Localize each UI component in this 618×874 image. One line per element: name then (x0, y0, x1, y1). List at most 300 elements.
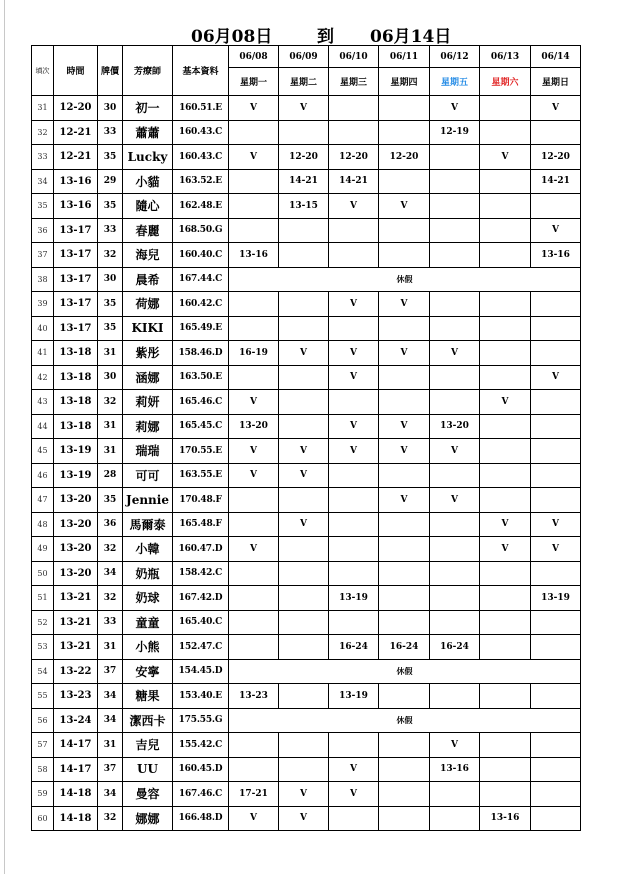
row-time-cell: 13-18 (54, 414, 98, 439)
row-info-cell: 167.44.C (173, 267, 229, 292)
row-day-cell: V (480, 537, 531, 562)
row-day-cell: 13-16 (430, 757, 480, 782)
row-day-cell: V (229, 145, 279, 170)
row-day-cell: V (480, 390, 531, 415)
row-day-cell: V (531, 218, 581, 243)
table-row (32, 806, 581, 831)
table-row (32, 586, 581, 611)
row-therapist-cell: KIKI (123, 316, 173, 341)
row-time-cell: 12-21 (54, 145, 98, 170)
row-day-cell (480, 610, 531, 635)
row-info-cell: 158.46.D (173, 341, 229, 366)
row-seq-cell: 44 (32, 414, 54, 439)
row-day-cell (229, 365, 279, 390)
schedule-title (0, 22, 618, 46)
row-day-cell: V (379, 292, 430, 317)
row-day-cell (279, 292, 329, 317)
row-time-cell: 13-21 (54, 635, 98, 660)
row-seq-cell: 58 (32, 757, 54, 782)
row-day-cell (531, 782, 581, 807)
row-day-cell (430, 684, 480, 709)
date-from: 06月08日 (191, 27, 273, 47)
row-day-cell (229, 610, 279, 635)
row-seq-cell: 36 (32, 218, 54, 243)
row-time-cell: 13-18 (54, 341, 98, 366)
row-day-cell (329, 243, 379, 268)
row-day-cell: 14-21 (329, 169, 379, 194)
row-info-cell: 160.42.C (173, 292, 229, 317)
row-day-cell: V (379, 439, 430, 464)
row-day-cell (229, 292, 279, 317)
row-price-cell: 34 (98, 561, 123, 586)
row-day-cell: V (229, 806, 279, 831)
row-day-cell (379, 390, 430, 415)
row-time-cell: 13-16 (54, 194, 98, 219)
row-day-cell: V (329, 414, 379, 439)
row-day-cell (480, 586, 531, 611)
row-day-cell (329, 390, 379, 415)
row-day-cell (430, 586, 480, 611)
row-day-cell: V (329, 194, 379, 219)
row-day-cell: V (329, 365, 379, 390)
row-price-cell: 30 (98, 365, 123, 390)
row-therapist-cell: 吉兒 (123, 733, 173, 758)
table-row (32, 610, 581, 635)
row-seq-cell: 34 (32, 169, 54, 194)
row-day-cell (279, 684, 329, 709)
row-time-cell: 13-22 (54, 659, 98, 684)
row-day-cell (430, 782, 480, 807)
table-row (32, 659, 581, 684)
day-date-header: 06/11 (379, 46, 430, 68)
row-therapist-cell: 蕭蕭 (123, 120, 173, 145)
row-day-cell (379, 782, 430, 807)
table-row (32, 414, 581, 439)
row-day-cell: 13-16 (531, 243, 581, 268)
row-seq-cell: 43 (32, 390, 54, 415)
row-info-cell: 160.51.E (173, 96, 229, 121)
day-weekday-header: 星期二 (279, 68, 329, 96)
day-date-header: 06/13 (480, 46, 531, 68)
row-price-cell: 32 (98, 390, 123, 415)
row-day-cell (379, 463, 430, 488)
row-day-cell (329, 463, 379, 488)
row-price-cell: 31 (98, 635, 123, 660)
day-date-header: 06/10 (329, 46, 379, 68)
row-info-cell: 152.47.C (173, 635, 229, 660)
row-info-cell: 175.55.G (173, 708, 229, 733)
day-weekday-header: 星期日 (531, 68, 581, 96)
row-day-cell: V (229, 96, 279, 121)
row-day-cell: V (279, 806, 329, 831)
row-day-cell: 13-16 (229, 243, 279, 268)
row-day-cell (279, 610, 329, 635)
row-day-cell: V (329, 341, 379, 366)
row-day-cell (531, 390, 581, 415)
row-day-cell: 13-23 (229, 684, 279, 709)
row-day-cell (430, 806, 480, 831)
row-day-cell (480, 169, 531, 194)
table-row (32, 757, 581, 782)
row-day-cell (430, 316, 480, 341)
row-info-cell: 163.52.E (173, 169, 229, 194)
row-day-cell (430, 365, 480, 390)
table-row (32, 512, 581, 537)
row-price-cell: 34 (98, 708, 123, 733)
row-price-cell: 33 (98, 120, 123, 145)
row-day-cell (430, 561, 480, 586)
row-day-cell (430, 512, 480, 537)
row-day-cell: V (430, 96, 480, 121)
row-day-cell: 16-24 (379, 635, 430, 660)
row-day-cell: 12-20 (329, 145, 379, 170)
row-day-cell: 13-15 (279, 194, 329, 219)
row-price-cell: 35 (98, 488, 123, 513)
row-price-cell: 32 (98, 537, 123, 562)
row-day-cell (379, 169, 430, 194)
row-price-cell: 32 (98, 586, 123, 611)
row-info-cell: 165.40.C (173, 610, 229, 635)
row-day-cell: 12-20 (279, 145, 329, 170)
row-day-cell (531, 733, 581, 758)
row-day-cell: V (531, 512, 581, 537)
row-therapist-cell: 晨希 (123, 267, 173, 292)
row-day-cell (379, 316, 430, 341)
row-time-cell: 13-17 (54, 243, 98, 268)
row-day-cell (430, 390, 480, 415)
row-seq-cell: 60 (32, 806, 54, 831)
row-day-cell (329, 512, 379, 537)
day-date-header: 06/09 (279, 46, 329, 68)
row-info-cell: 160.40.C (173, 243, 229, 268)
row-seq-cell: 47 (32, 488, 54, 513)
row-therapist-cell: 紫彤 (123, 341, 173, 366)
row-info-cell: 160.43.C (173, 145, 229, 170)
row-day-cell: 12-19 (430, 120, 480, 145)
row-day-cell (480, 635, 531, 660)
row-price-cell: 31 (98, 733, 123, 758)
row-seq-cell: 33 (32, 145, 54, 170)
table-row (32, 463, 581, 488)
row-day-cell (430, 218, 480, 243)
row-day-cell (480, 488, 531, 513)
row-day-cell (379, 757, 430, 782)
row-therapist-cell: Jennie (123, 488, 173, 513)
row-therapist-cell: 糖果 (123, 684, 173, 709)
row-day-cell (379, 684, 430, 709)
row-day-cell: V (329, 757, 379, 782)
row-therapist-cell: 初一 (123, 96, 173, 121)
row-seq-cell: 38 (32, 267, 54, 292)
row-therapist-cell: 瑞瑞 (123, 439, 173, 464)
row-day-cell: 13-19 (329, 586, 379, 611)
row-therapist-cell: 春麗 (123, 218, 173, 243)
row-time-cell: 13-17 (54, 267, 98, 292)
row-time-cell: 13-20 (54, 512, 98, 537)
row-therapist-cell: 小韓 (123, 537, 173, 562)
row-day-cell (480, 782, 531, 807)
row-day-cell (279, 488, 329, 513)
row-day-cell: V (279, 439, 329, 464)
row-time-cell: 13-20 (54, 561, 98, 586)
row-day-cell (379, 561, 430, 586)
table-row (32, 390, 581, 415)
row-day-cell (379, 586, 430, 611)
row-time-cell: 14-18 (54, 806, 98, 831)
col-seq-header: 填次 (32, 46, 54, 96)
row-seq-cell: 51 (32, 586, 54, 611)
row-seq-cell: 46 (32, 463, 54, 488)
row-day-cell (480, 96, 531, 121)
row-day-cell (279, 365, 329, 390)
row-time-cell: 13-23 (54, 684, 98, 709)
row-day-cell (430, 145, 480, 170)
row-seq-cell: 55 (32, 684, 54, 709)
day-weekday-header: 星期四 (379, 68, 430, 96)
row-seq-cell: 32 (32, 120, 54, 145)
row-day-cell: V (430, 341, 480, 366)
row-info-cell: 167.46.C (173, 782, 229, 807)
row-day-cell (531, 120, 581, 145)
row-day-cell: V (379, 194, 430, 219)
row-day-cell: 14-21 (279, 169, 329, 194)
row-day-cell (329, 120, 379, 145)
row-time-cell: 13-21 (54, 586, 98, 611)
row-day-cell: 13-19 (531, 586, 581, 611)
row-day-cell (329, 218, 379, 243)
row-day-cell (379, 733, 430, 758)
row-day-cell (531, 463, 581, 488)
row-info-cell: 160.43.C (173, 120, 229, 145)
row-info-cell: 160.45.D (173, 757, 229, 782)
row-info-cell: 163.50.E (173, 365, 229, 390)
row-time-cell: 13-24 (54, 708, 98, 733)
row-day-cell (531, 561, 581, 586)
row-seq-cell: 37 (32, 243, 54, 268)
row-day-cell (229, 316, 279, 341)
row-day-cell: V (279, 782, 329, 807)
row-day-cell: 14-21 (531, 169, 581, 194)
row-therapist-cell: 馬爾泰 (123, 512, 173, 537)
row-day-cell: V (531, 365, 581, 390)
row-info-cell: 155.42.C (173, 733, 229, 758)
row-therapist-cell: 涵娜 (123, 365, 173, 390)
row-day-off-cell: 休假 (229, 708, 581, 733)
row-day-off-cell: 休假 (229, 267, 581, 292)
row-info-cell: 165.46.C (173, 390, 229, 415)
row-info-cell: 158.42.C (173, 561, 229, 586)
row-day-cell (531, 341, 581, 366)
row-day-cell (480, 120, 531, 145)
table-row (32, 684, 581, 709)
row-day-cell (430, 463, 480, 488)
row-info-cell: 166.48.D (173, 806, 229, 831)
row-day-cell: 13-19 (329, 684, 379, 709)
row-day-cell (279, 586, 329, 611)
row-day-cell (430, 194, 480, 219)
day-weekday-header: 星期一 (229, 68, 279, 96)
row-day-cell (329, 806, 379, 831)
row-price-cell: 28 (98, 463, 123, 488)
table-row (32, 439, 581, 464)
row-price-cell: 37 (98, 659, 123, 684)
row-price-cell: 36 (98, 512, 123, 537)
row-time-cell: 13-18 (54, 390, 98, 415)
row-day-cell (279, 757, 329, 782)
col-time-header: 時間 (54, 46, 98, 96)
row-price-cell: 30 (98, 96, 123, 121)
row-day-cell (480, 316, 531, 341)
date-to: 06月14日 (370, 27, 452, 47)
row-day-cell: V (430, 488, 480, 513)
table-row (32, 341, 581, 366)
row-therapist-cell: 海兒 (123, 243, 173, 268)
row-day-cell (379, 610, 430, 635)
row-day-cell: V (480, 145, 531, 170)
row-therapist-cell: 隨心 (123, 194, 173, 219)
row-day-cell (279, 733, 329, 758)
row-time-cell: 13-20 (54, 537, 98, 562)
row-time-cell: 14-18 (54, 782, 98, 807)
row-seq-cell: 50 (32, 561, 54, 586)
row-seq-cell: 41 (32, 341, 54, 366)
row-price-cell: 31 (98, 414, 123, 439)
row-day-cell (229, 635, 279, 660)
row-day-cell: V (531, 537, 581, 562)
row-day-cell (229, 512, 279, 537)
table-row (32, 635, 581, 660)
day-weekday-header: 星期六 (480, 68, 531, 96)
row-day-cell: V (229, 439, 279, 464)
row-day-cell (531, 757, 581, 782)
row-day-cell: 16-24 (329, 635, 379, 660)
row-therapist-cell: 可可 (123, 463, 173, 488)
row-time-cell: 12-21 (54, 120, 98, 145)
col-price-header: 牌價 (98, 46, 123, 96)
row-day-cell (531, 292, 581, 317)
row-day-cell (531, 194, 581, 219)
row-therapist-cell: 莉妍 (123, 390, 173, 415)
row-day-cell: V (430, 733, 480, 758)
row-time-cell: 13-20 (54, 488, 98, 513)
row-day-cell (229, 733, 279, 758)
row-time-cell: 13-19 (54, 439, 98, 464)
row-day-cell: 12-20 (531, 145, 581, 170)
row-day-cell (379, 512, 430, 537)
table-row (32, 145, 581, 170)
table-row (32, 537, 581, 562)
row-info-cell: 170.48.F (173, 488, 229, 513)
row-time-cell: 14-17 (54, 757, 98, 782)
row-day-cell (480, 561, 531, 586)
row-price-cell: 35 (98, 292, 123, 317)
row-seq-cell: 48 (32, 512, 54, 537)
table-row (32, 243, 581, 268)
date-separator: 到 (317, 27, 334, 47)
row-day-cell (329, 316, 379, 341)
row-day-cell (531, 610, 581, 635)
row-day-cell (531, 316, 581, 341)
row-day-cell (430, 537, 480, 562)
row-day-cell (279, 316, 329, 341)
row-day-cell: V (279, 341, 329, 366)
row-day-cell: V (329, 439, 379, 464)
schedule-table (31, 45, 581, 831)
row-day-cell (531, 806, 581, 831)
row-day-cell (480, 684, 531, 709)
table-row (32, 194, 581, 219)
row-day-cell: V (279, 463, 329, 488)
row-therapist-cell: UU (123, 757, 173, 782)
row-seq-cell: 39 (32, 292, 54, 317)
table-row (32, 365, 581, 390)
row-day-cell (279, 218, 329, 243)
day-date-header: 06/08 (229, 46, 279, 68)
table-row (32, 292, 581, 317)
row-day-cell (480, 341, 531, 366)
row-price-cell: 33 (98, 610, 123, 635)
row-day-cell (480, 439, 531, 464)
row-day-cell (229, 120, 279, 145)
row-day-cell: V (329, 782, 379, 807)
row-day-cell (480, 463, 531, 488)
row-day-cell (279, 537, 329, 562)
row-therapist-cell: 小貓 (123, 169, 173, 194)
row-day-cell: 16-19 (229, 341, 279, 366)
day-date-header: 06/14 (531, 46, 581, 68)
row-day-cell (531, 439, 581, 464)
row-info-cell: 154.45.D (173, 659, 229, 684)
row-seq-cell: 52 (32, 610, 54, 635)
row-day-cell: V (229, 463, 279, 488)
table-row (32, 488, 581, 513)
day-date-header: 06/12 (430, 46, 480, 68)
row-day-cell (229, 194, 279, 219)
row-therapist-cell: 曼容 (123, 782, 173, 807)
table-row (32, 267, 581, 292)
row-time-cell: 12-20 (54, 96, 98, 121)
row-price-cell: 37 (98, 757, 123, 782)
row-day-cell (531, 635, 581, 660)
table-row (32, 316, 581, 341)
row-day-cell (229, 169, 279, 194)
row-seq-cell: 45 (32, 439, 54, 464)
row-day-cell: 13-20 (229, 414, 279, 439)
row-day-cell (379, 365, 430, 390)
row-price-cell: 35 (98, 145, 123, 170)
row-day-cell (480, 243, 531, 268)
row-day-cell: V (480, 512, 531, 537)
row-price-cell: 31 (98, 341, 123, 366)
row-price-cell: 32 (98, 806, 123, 831)
row-price-cell: 31 (98, 439, 123, 464)
row-day-cell (229, 586, 279, 611)
row-day-cell: V (229, 537, 279, 562)
row-therapist-cell: 小熊 (123, 635, 173, 660)
row-day-cell (279, 120, 329, 145)
row-day-cell (480, 292, 531, 317)
row-therapist-cell: 潔西卡 (123, 708, 173, 733)
row-info-cell: 160.47.D (173, 537, 229, 562)
row-day-cell (531, 414, 581, 439)
row-price-cell: 34 (98, 684, 123, 709)
row-therapist-cell: Lucky (123, 145, 173, 170)
row-day-cell (229, 218, 279, 243)
row-day-cell: V (329, 292, 379, 317)
row-day-cell (430, 169, 480, 194)
row-time-cell: 13-17 (54, 316, 98, 341)
row-info-cell: 165.48.F (173, 512, 229, 537)
